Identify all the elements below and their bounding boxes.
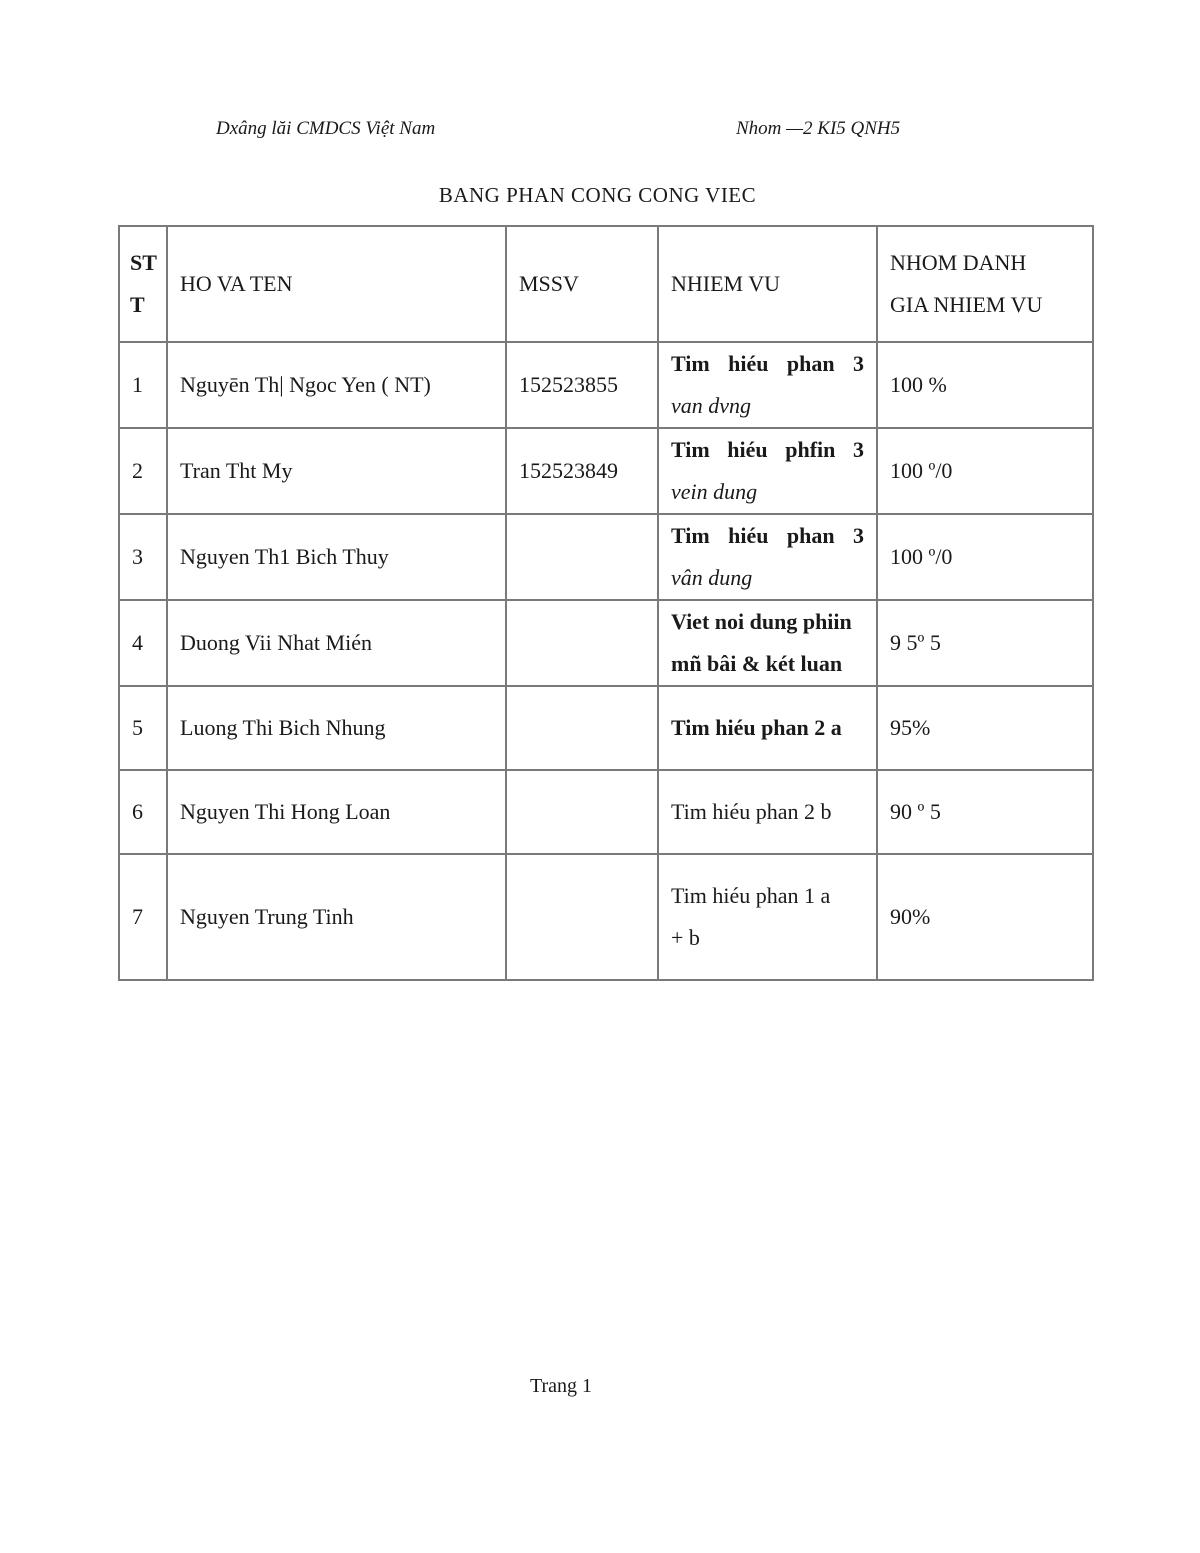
column-header-task: NHIEM VU: [658, 226, 877, 342]
page-number: Trang 1: [530, 1375, 593, 1397]
cell-task: Tim hiéu phan 1 a + b: [658, 854, 877, 980]
cell-rating: 90 º 5: [877, 770, 1093, 854]
cell-stt: 1: [119, 342, 167, 428]
assignment-table: [118, 225, 1094, 981]
table-row: [119, 342, 1093, 428]
cell-stt: 6: [119, 770, 167, 854]
cell-stt: 2: [119, 428, 167, 514]
header-group: Nhom —2 KI5 QNH5: [736, 118, 901, 139]
cell-mssv: 152523849: [506, 428, 658, 514]
cell-stt: 4: [119, 600, 167, 686]
table-row: [119, 428, 1093, 514]
cell-mssv: [506, 686, 658, 770]
cell-stt: 5: [119, 686, 167, 770]
column-header-rating: NHOM DANH GIA NHIEM VU: [877, 226, 1093, 342]
cell-rating: 100 %: [877, 342, 1093, 428]
cell-rating: 100 º/0: [877, 514, 1093, 600]
cell-name: Nguyen Thi Hong Loan: [167, 770, 506, 854]
page-title: BANG PHAN CONG CONG VIEC: [438, 183, 757, 207]
header-course: Dxâng lăi CMDCS Việt Nam: [216, 118, 436, 139]
cell-mssv: [506, 600, 658, 686]
cell-mssv: [506, 770, 658, 854]
table-header-row: [119, 226, 1093, 342]
cell-task: Tim hiéu phan 3 van dvng: [658, 342, 877, 428]
cell-name: Tran Tht My: [167, 428, 506, 514]
cell-mssv: [506, 854, 658, 980]
cell-name: Luong Thi Bich Nhung: [167, 686, 506, 770]
table-row: [119, 770, 1093, 854]
table-row: [119, 854, 1093, 980]
cell-stt: 3: [119, 514, 167, 600]
column-header-stt: ST T: [119, 226, 167, 342]
column-header-mssv: MSSV: [506, 226, 658, 342]
cell-rating: 100 º/0: [877, 428, 1093, 514]
table-row: [119, 514, 1093, 600]
cell-rating: 95%: [877, 686, 1093, 770]
cell-task: Tim hiéu phfin 3 vein dung: [658, 428, 877, 514]
cell-rating: 90%: [877, 854, 1093, 980]
cell-name: Nguyen Trung Tinh: [167, 854, 506, 980]
cell-task: Tim hiéu phan 2 a: [658, 686, 877, 770]
cell-name: Nguyēn Th| Ngoc Yen ( NT): [167, 342, 506, 428]
table-row: [119, 600, 1093, 686]
table-row: [119, 686, 1093, 770]
cell-task: Viet noi dung phiin mñ bâi & két luan: [658, 600, 877, 686]
cell-mssv: 152523855: [506, 342, 658, 428]
cell-mssv: [506, 514, 658, 600]
column-header-name: HO VA TEN: [167, 226, 506, 342]
cell-name: Duong Vii Nhat Mién: [167, 600, 506, 686]
cell-task: Tim hiéu phan 2 b: [658, 770, 877, 854]
cell-task: Tim hiéu phan 3 vân dung: [658, 514, 877, 600]
cell-name: Nguyen Th1 Bich Thuy: [167, 514, 506, 600]
cell-rating: 9 5º 5: [877, 600, 1093, 686]
cell-stt: 7: [119, 854, 167, 980]
